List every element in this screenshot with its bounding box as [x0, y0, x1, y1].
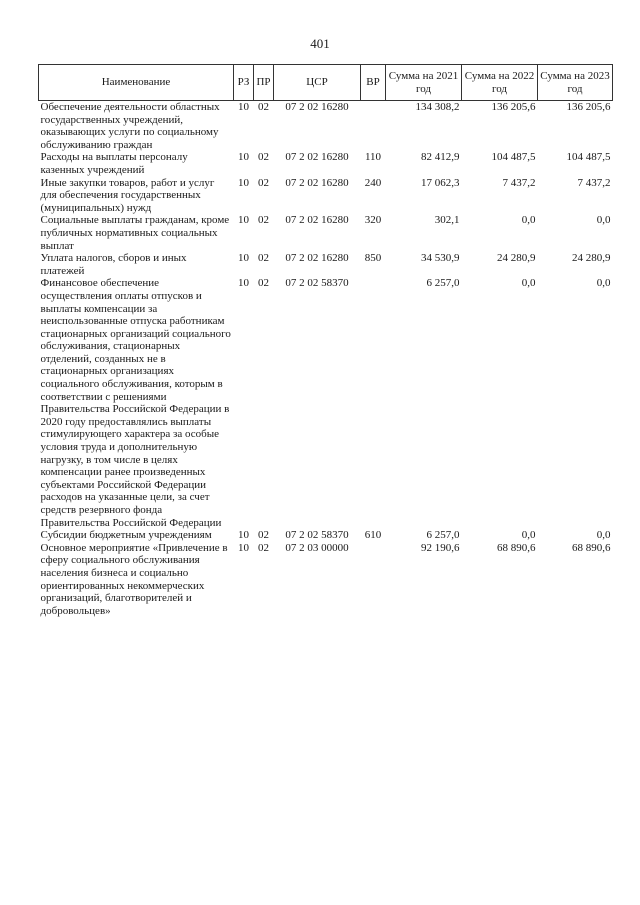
row-pr: 02 [258, 101, 269, 113]
page-number: 401 [310, 36, 330, 51]
row-rz: 10 [238, 252, 249, 265]
row-pr: 02 [258, 151, 269, 164]
row-pr: 02 [258, 529, 269, 542]
row-vr: 110 [364, 151, 382, 164]
row-sum-2021: 17 062,3 [421, 176, 460, 189]
row-sum-2021: 92 190,6 [421, 541, 460, 554]
row-name: Субсидии бюджетным учреждениям [40, 529, 212, 542]
row-sum-2023: 7 437,2 [577, 176, 611, 189]
row-rz: 10 [238, 151, 249, 164]
row-sum-2022: 68 890,6 [497, 541, 536, 554]
row-sum-2021: 6 257,0 [426, 529, 460, 542]
row-rz: 10 [238, 541, 249, 554]
row-sum-2023: 0,0 [596, 277, 611, 290]
row-pr: 02 [258, 176, 269, 189]
row-name: Расходы на выплаты персоналу казенных учреждений [40, 151, 188, 176]
table-row [39, 177, 613, 215]
table-row [39, 529, 613, 542]
row-pr: 02 [258, 214, 269, 227]
row-vr [361, 277, 386, 529]
row-vr [361, 101, 386, 152]
row-sum-2021: 6 257,0 [426, 277, 460, 290]
table-row [39, 542, 613, 618]
row-sum-2022: 0,0 [521, 214, 536, 227]
row-csr: 07 2 02 16280 [285, 101, 349, 113]
row-sum-2021: 82 412,9 [421, 151, 460, 164]
row-sum-2022: 104 487,5 [491, 151, 536, 164]
row-pr: 02 [258, 541, 269, 554]
row-sum-2022: 0,0 [521, 529, 536, 542]
row-vr [361, 542, 386, 618]
row-csr: 07 2 02 16280 [285, 176, 349, 189]
row-sum-2021: 302,1 [434, 214, 460, 227]
row-name: Финансовое обеспечение осуществления оплаты отпусков и выплаты компенсации за неиспользованные отпуска работникам стационарных организаций социального обслуживания, стационарных отделений, созданных не в стационарных организациях социального обслуживания, которым в соответствии с решениями Правительства Российской Федерации в 2020 году предоставлялись выплаты стимулирующего характера за особые условия труда и дополнительную нагрузку, в том числе в целях компенсации ранее произведенных субъектами Российской Федерации расходов на указанные цели, за счет средств резервного фонда Правительства Российской Федерации [40, 277, 231, 529]
header-pr: ПР [254, 65, 274, 101]
row-name: Уплата налогов, сборов и иных платежей [40, 252, 187, 277]
row-rz: 10 [238, 214, 249, 227]
row-sum-2023: 104 487,5 [566, 151, 611, 164]
header-sum-2021: Сумма на 2021 год [386, 65, 462, 101]
row-sum-2023: 0,0 [596, 214, 611, 227]
table-header-row [39, 65, 613, 101]
row-pr: 02 [258, 252, 269, 265]
row-rz: 10 [238, 277, 249, 290]
row-sum-2023: 24 280,9 [572, 252, 611, 265]
row-sum-2022: 136 205,6 [491, 101, 536, 113]
budget-table [38, 64, 613, 617]
row-rz: 10 [238, 529, 249, 542]
row-csr: 07 2 02 16280 [285, 151, 349, 164]
header-sum-2022: Сумма на 2022 год [462, 65, 538, 101]
row-vr: 320 [364, 214, 382, 227]
row-sum-2021: 34 530,9 [421, 252, 460, 265]
row-name: Основное мероприятие «Привлечение в сферу социального обслуживания населения бизнеса и социально ориентированных некоммерческих организаций, благотворителей и добровольцев» [40, 541, 228, 617]
header-csr: ЦСР [274, 65, 361, 101]
row-csr: 07 2 02 58370 [285, 277, 349, 290]
table-row [39, 252, 613, 277]
row-vr: 610 [364, 529, 382, 542]
header-rz: РЗ [234, 65, 254, 101]
table-row [39, 101, 613, 152]
row-vr: 850 [364, 252, 382, 265]
row-sum-2021: 134 308,2 [415, 101, 460, 113]
row-name: Обеспечение деятельности областных государственных учреждений, оказывающих услуги по социальному обслуживанию граждан [40, 101, 220, 151]
row-sum-2022: 24 280,9 [497, 252, 536, 265]
row-sum-2022: 0,0 [521, 277, 536, 290]
row-sum-2022: 7 437,2 [502, 176, 536, 189]
header-name: Наименование [39, 65, 234, 101]
row-name: Иные закупки товаров, работ и услуг для обеспечения государственных (муниципальных) нужд [40, 176, 215, 214]
table-row [39, 214, 613, 252]
header-sum-2023: Сумма на 2023 год [538, 65, 613, 101]
row-pr: 02 [258, 277, 269, 290]
row-vr: 240 [364, 176, 382, 189]
row-csr: 07 2 02 58370 [285, 529, 349, 542]
table-row [39, 151, 613, 176]
table-row [39, 277, 613, 529]
row-sum-2023: 68 890,6 [572, 541, 611, 554]
row-csr: 07 2 02 16280 [285, 252, 349, 265]
row-sum-2023: 136 205,6 [566, 101, 611, 113]
row-rz: 10 [238, 176, 249, 189]
header-vr: ВР [361, 65, 386, 101]
row-csr: 07 2 02 16280 [285, 214, 349, 227]
row-name: Социальные выплаты гражданам, кроме публичных нормативных социальных выплат [40, 214, 230, 252]
row-csr: 07 2 03 00000 [285, 541, 349, 554]
row-sum-2023: 0,0 [596, 529, 611, 542]
row-rz: 10 [238, 101, 249, 113]
